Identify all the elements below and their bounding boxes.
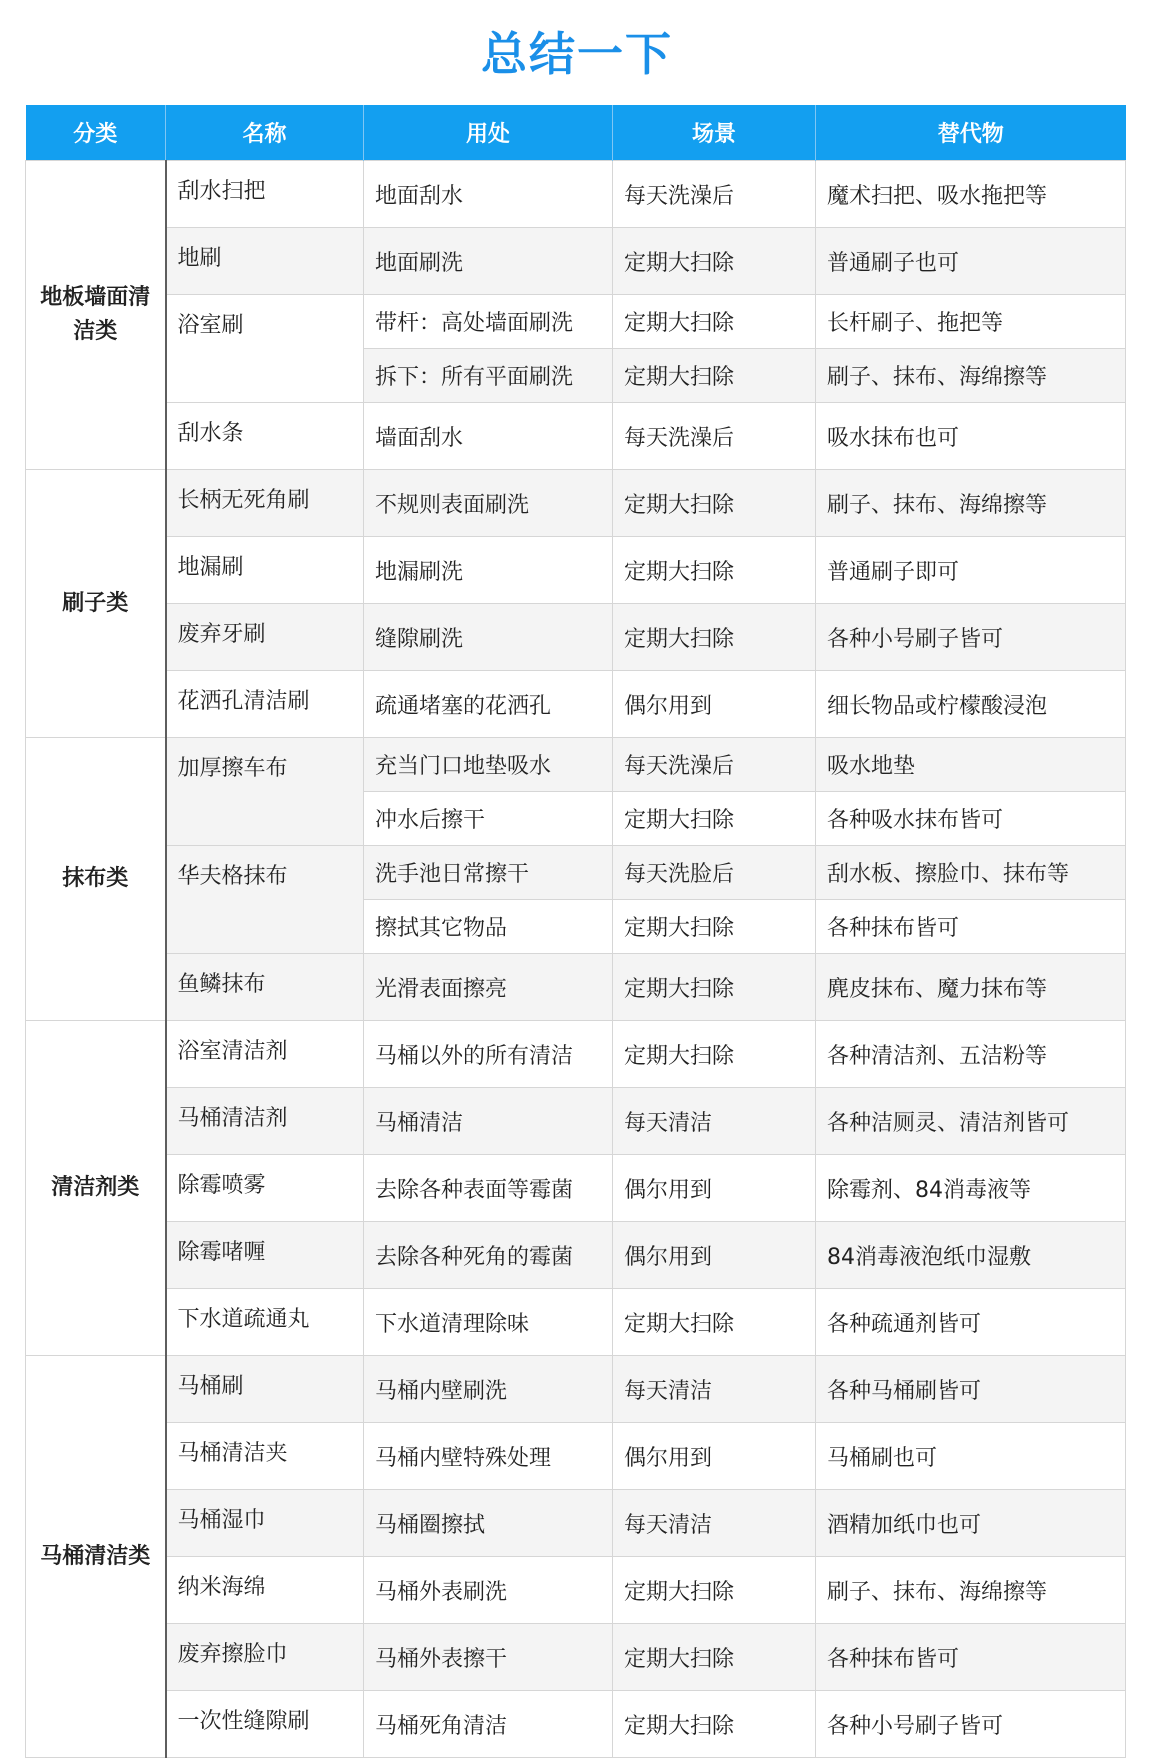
scenario-cell: 定期大扫除 (613, 1021, 816, 1088)
scenario-cell: 每天清洁 (613, 1088, 816, 1155)
usage-cell: 马桶外表刷洗 (364, 1557, 613, 1624)
item-name-cell: 浴室刷 (166, 295, 364, 403)
item-name-cell: 长柄无死角刷 (166, 470, 364, 537)
scenario-cell: 偶尔用到 (613, 1155, 816, 1222)
category-cell: 抹布类 (26, 738, 166, 1021)
substitute-cell: 细长物品或柠檬酸浸泡 (816, 671, 1126, 738)
scenario-cell: 偶尔用到 (613, 1222, 816, 1289)
header-scenario: 场景 (613, 105, 816, 161)
scenario-cell: 每天洗澡后 (613, 403, 816, 470)
scenario-cell: 偶尔用到 (613, 1423, 816, 1490)
usage-cell: 墙面刮水 (364, 403, 613, 470)
usage-cell: 拆下：所有平面刷洗 (364, 349, 613, 403)
item-name-cell: 马桶湿巾 (166, 1490, 364, 1557)
header-usage: 用处 (364, 105, 613, 161)
scenario-cell: 每天洗脸后 (613, 846, 816, 900)
scenario-cell: 每天洗澡后 (613, 738, 816, 792)
category-cell: 马桶清洁类 (26, 1356, 166, 1758)
scenario-cell: 定期大扫除 (613, 1624, 816, 1691)
table-row (26, 1691, 1126, 1758)
scenario-cell: 每天清洁 (613, 1356, 816, 1423)
category-cell: 地板墙面清洁类 (26, 161, 166, 470)
scenario-cell: 定期大扫除 (613, 1289, 816, 1356)
item-name-cell: 刮水条 (166, 403, 364, 470)
item-name-cell: 刮水扫把 (166, 161, 364, 228)
scenario-cell: 定期大扫除 (613, 954, 816, 1021)
usage-cell: 地面刷洗 (364, 228, 613, 295)
item-name-cell: 马桶清洁夹 (166, 1423, 364, 1490)
substitute-cell: 84消毒液泡纸巾湿敷 (816, 1222, 1126, 1289)
table-row (26, 1222, 1126, 1289)
scenario-cell: 定期大扫除 (613, 1691, 816, 1758)
usage-cell: 去除各种表面等霉菌 (364, 1155, 613, 1222)
substitute-cell: 魔术扫把、吸水拖把等 (816, 161, 1126, 228)
scenario-cell: 定期大扫除 (613, 349, 816, 403)
usage-cell: 下水道清理除味 (364, 1289, 613, 1356)
item-name-cell: 马桶清洁剂 (166, 1088, 364, 1155)
usage-cell: 马桶以外的所有清洁 (364, 1021, 613, 1088)
substitute-cell: 各种马桶刷皆可 (816, 1356, 1126, 1423)
substitute-cell: 刷子、抹布、海绵擦等 (816, 1557, 1126, 1624)
usage-cell: 马桶内壁刷洗 (364, 1356, 613, 1423)
item-name-cell: 下水道疏通丸 (166, 1289, 364, 1356)
scenario-cell: 定期大扫除 (613, 537, 816, 604)
table-row (26, 738, 1126, 792)
table-body (26, 161, 1126, 1758)
substitute-cell: 普通刷子也可 (816, 228, 1126, 295)
substitute-cell: 刷子、抹布、海绵擦等 (816, 470, 1126, 537)
scenario-cell: 定期大扫除 (613, 228, 816, 295)
table-row (26, 161, 1126, 228)
table-row (26, 1088, 1126, 1155)
substitute-cell: 各种抹布皆可 (816, 1624, 1126, 1691)
usage-cell: 地漏刷洗 (364, 537, 613, 604)
substitute-cell: 除霉剂、84消毒液等 (816, 1155, 1126, 1222)
substitute-cell: 酒精加纸巾也可 (816, 1490, 1126, 1557)
item-name-cell: 除霉喷雾 (166, 1155, 364, 1222)
scenario-cell: 每天洗澡后 (613, 161, 816, 228)
substitute-cell: 长杆刷子、拖把等 (816, 295, 1126, 349)
usage-cell: 疏通堵塞的花洒孔 (364, 671, 613, 738)
usage-cell: 地面刮水 (364, 161, 613, 228)
table-row (26, 1490, 1126, 1557)
header-name: 名称 (166, 105, 364, 161)
item-name-cell: 废弃牙刷 (166, 604, 364, 671)
substitute-cell: 吸水地垫 (816, 738, 1126, 792)
substitute-cell: 各种吸水抹布皆可 (816, 792, 1126, 846)
table-row (26, 1289, 1126, 1356)
usage-cell: 不规则表面刷洗 (364, 470, 613, 537)
table-row (26, 954, 1126, 1021)
category-cell: 刷子类 (26, 470, 166, 738)
item-name-cell: 纳米海绵 (166, 1557, 364, 1624)
substitute-cell: 各种疏通剂皆可 (816, 1289, 1126, 1356)
usage-cell: 马桶清洁 (364, 1088, 613, 1155)
usage-cell: 缝隙刷洗 (364, 604, 613, 671)
item-name-cell: 加厚擦车布 (166, 738, 364, 846)
summary-table (25, 105, 1126, 1758)
table-row (26, 846, 1126, 900)
table-row (26, 1624, 1126, 1691)
item-name-cell: 除霉啫喱 (166, 1222, 364, 1289)
usage-cell: 擦拭其它物品 (364, 900, 613, 954)
usage-cell: 光滑表面擦亮 (364, 954, 613, 1021)
item-name-cell: 地漏刷 (166, 537, 364, 604)
substitute-cell: 各种清洁剂、五洁粉等 (816, 1021, 1126, 1088)
substitute-cell: 各种小号刷子皆可 (816, 604, 1126, 671)
item-name-cell: 马桶刷 (166, 1356, 364, 1423)
substitute-cell: 麂皮抹布、魔力抹布等 (816, 954, 1126, 1021)
header-substitute: 替代物 (816, 105, 1126, 161)
substitute-cell: 各种洁厕灵、清洁剂皆可 (816, 1088, 1126, 1155)
table-row (26, 470, 1126, 537)
item-name-cell: 浴室清洁剂 (166, 1021, 364, 1088)
table-row (26, 1155, 1126, 1222)
scenario-cell: 定期大扫除 (613, 604, 816, 671)
table-row (26, 671, 1126, 738)
scenario-cell: 偶尔用到 (613, 671, 816, 738)
usage-cell: 马桶圈擦拭 (364, 1490, 613, 1557)
table-row (26, 295, 1126, 349)
table-row (26, 403, 1126, 470)
substitute-cell: 普通刷子即可 (816, 537, 1126, 604)
header-category: 分类 (26, 105, 166, 161)
table-row (26, 537, 1126, 604)
usage-cell: 马桶死角清洁 (364, 1691, 613, 1758)
substitute-cell: 各种小号刷子皆可 (816, 1691, 1126, 1758)
usage-cell: 洗手池日常擦干 (364, 846, 613, 900)
substitute-cell: 吸水抹布也可 (816, 403, 1126, 470)
category-cell: 清洁剂类 (26, 1021, 166, 1356)
table-row (26, 604, 1126, 671)
item-name-cell: 华夫格抹布 (166, 846, 364, 954)
substitute-cell: 刮水板、擦脸巾、抹布等 (816, 846, 1126, 900)
substitute-cell: 刷子、抹布、海绵擦等 (816, 349, 1126, 403)
substitute-cell: 马桶刷也可 (816, 1423, 1126, 1490)
table-row (26, 228, 1126, 295)
scenario-cell: 定期大扫除 (613, 792, 816, 846)
scenario-cell: 定期大扫除 (613, 1557, 816, 1624)
usage-cell: 冲水后擦干 (364, 792, 613, 846)
scenario-cell: 定期大扫除 (613, 295, 816, 349)
table-row (26, 1557, 1126, 1624)
scenario-cell: 定期大扫除 (613, 470, 816, 537)
item-name-cell: 地刷 (166, 228, 364, 295)
item-name-cell: 鱼鳞抹布 (166, 954, 364, 1021)
item-name-cell: 一次性缝隙刷 (166, 1691, 364, 1758)
scenario-cell: 定期大扫除 (613, 900, 816, 954)
table-header-row (26, 105, 1126, 161)
usage-cell: 充当门口地垫吸水 (364, 738, 613, 792)
table-row (26, 1423, 1126, 1490)
usage-cell: 马桶内壁特殊处理 (364, 1423, 613, 1490)
usage-cell: 马桶外表擦干 (364, 1624, 613, 1691)
substitute-cell: 各种抹布皆可 (816, 900, 1126, 954)
item-name-cell: 废弃擦脸巾 (166, 1624, 364, 1691)
page-title: 总结一下 (481, 27, 673, 81)
usage-cell: 带杆：高处墙面刷洗 (364, 295, 613, 349)
scenario-cell: 每天清洁 (613, 1490, 816, 1557)
table-row (26, 1356, 1126, 1423)
item-name-cell: 花洒孔清洁刷 (166, 671, 364, 738)
usage-cell: 去除各种死角的霉菌 (364, 1222, 613, 1289)
table-row (26, 1021, 1126, 1088)
